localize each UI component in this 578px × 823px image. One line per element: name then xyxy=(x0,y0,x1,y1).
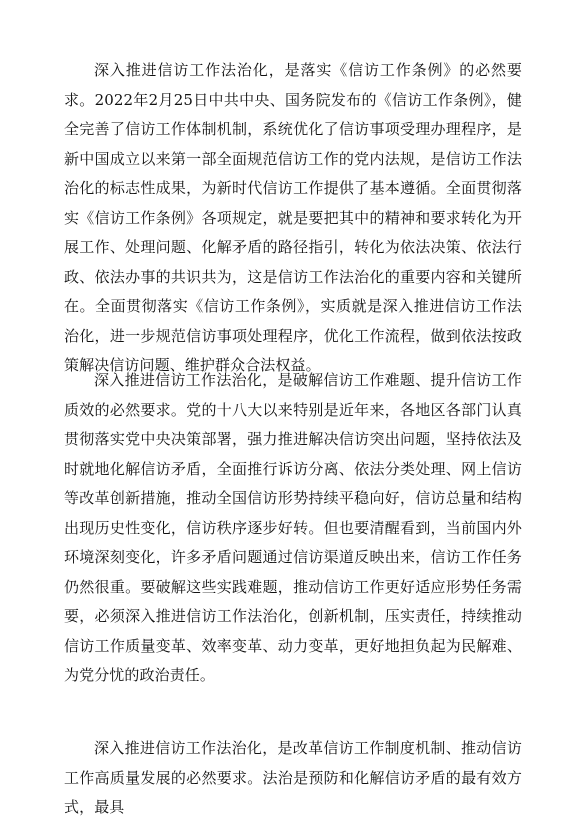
paragraph-2: 深入推进信访工作法治化，是破解信访工作难题、提升信访工作质效的必然要求。党的十八大以来特别是近年来，各地区各部门认真贯彻落实党中央决策部署，强力推进解决信访突出问题，坚持依法及时就地化解信访矛盾，全面推行诉访分离、依法分类处理、网上信访等改革创新措施，推动全国信访形势持续平稳向好，信访总量和结构出现历史性变化，信访秩序逐步好转。但也要清醒看到，当前国内外环境深刻变化，许多矛盾问题通过信访渠道反映出来，信访工作任务仍然很重。要破解这些实践难题，推动信访工作更好适应形势任务需要，必须深入推进信访工作法治化，创新机制，压实责任，持续推动信访工作质量变革、效率变革、动力变革，更好地担负起为民解难、为党分忧的政治责任。 xyxy=(64,371,522,684)
paragraph-3: 深入推进信访工作法治化，是改革信访工作制度机制、推动信访工作高质量发展的必然要求。法治是预防和化解信访矛盾的最有效方式，最具 xyxy=(64,739,522,816)
paragraph-1: 深入推进信访工作法治化，是落实《信访工作条例》的必然要求。2022年2月25日中共中央、国务院发布的《信访工作条例》，健全完善了信访工作体制机制，系统优化了信访事项受理办理程序，是新中国成立以来第一部全面规范信访工作的党内法规，是信访工作法治化的标志性成果，为新时代信访工作提供了基本遵循。全面贯彻落实《信访工作条例》各项规定，就是要把其中的精神和要求转化为开展工作、处理问题、化解矛盾的路径指引，转化为依法决策、依法行政、依法办事的共识共为，这是信访工作法治化的重要内容和关键所在。全面贯彻落实《信访工作条例》，实质就是深入推进信访工作法治化，进一步规范信访事项处理程序，优化工作流程，做到依法按政策解决信访问题、维护群众合法权益。 xyxy=(64,61,522,374)
